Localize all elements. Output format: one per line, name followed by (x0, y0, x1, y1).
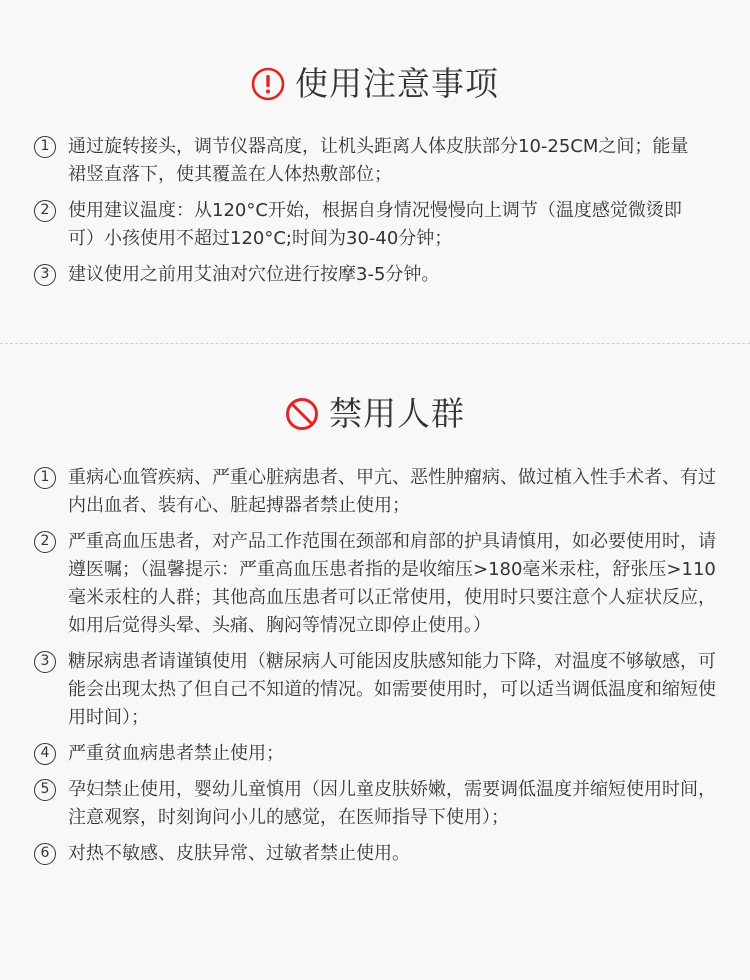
item-text: 严重高血压患者，对产品工作范围在颈部和肩部的护具请慎用，如必要使用时，请遵医嘱；（温馨提示：严重高血压患者指的是收缩压>180毫米汞柱，舒张压>110毫米汞柱的人群；其他高血压患者可以正常使用，使用时只要注意个人症状反应，如用后觉得头晕、头痛、胸闷等情况立即停止使用。） (68, 531, 716, 636)
list-item (34, 776, 724, 832)
usage-notes-header (0, 60, 750, 108)
item-text: 通过旋转接头，调节仪器高度，让机头距离人体皮肤部分10-25CM之间；能量裙竖直落下，使其覆盖在人体热敷部位； (68, 136, 689, 185)
section-divider (0, 343, 750, 344)
item-text: 对热不敏感、皮肤异常、过敏者禁止使用。 (68, 843, 410, 864)
forbidden-groups-list (34, 464, 724, 876)
exclamation-circle-icon (251, 67, 285, 101)
list-item (34, 648, 724, 732)
item-number: 2 (34, 531, 56, 553)
item-text: 糖尿病患者请谨镇使用（糖尿病人可能因皮肤感知能力下降，对温度不够敏感，可能会出现太热了但自己不知道的情况。如需要使用时，可以适当调低温度和缩短使用时间）； (68, 651, 716, 728)
item-text: 重病心血管疾病、严重心脏病患者、甲亢、恶性肿瘤病、做过植入性手术者、有过内出血者、装有心、脏起搏器者禁止使用； (68, 467, 716, 516)
list-item (34, 464, 724, 520)
list-item (34, 528, 724, 640)
prohibited-icon (285, 397, 319, 431)
item-number: 3 (34, 651, 56, 673)
forbidden-groups-header (0, 390, 750, 438)
item-text: 使用建议温度：从120°C开始，根据自身情况慢慢向上调节（温度感觉微烫即可）小孩使用不超过120°C;时间为30-40分钟； (68, 200, 682, 249)
item-number: 1 (34, 136, 56, 158)
item-number: 6 (34, 843, 56, 865)
list-item (34, 197, 724, 253)
item-number: 5 (34, 779, 56, 801)
item-number: 4 (34, 743, 56, 765)
item-text: 建议使用之前用艾油对穴位进行按摩3-5分钟。 (68, 264, 440, 285)
item-text: 孕妇禁止使用，婴幼儿童慎用（因儿童皮肤娇嫩，需要调低温度并缩短使用时间，注意观察，时刻询问小儿的感觉，在医师指导下使用）； (68, 779, 716, 828)
usage-notes-title: 使用注意事项 (295, 64, 499, 103)
list-item (34, 740, 724, 768)
list-item (34, 261, 724, 289)
item-number: 1 (34, 467, 56, 489)
forbidden-groups-title: 禁用人群 (329, 394, 465, 433)
list-item (34, 133, 724, 189)
item-number: 2 (34, 200, 56, 222)
item-number: 3 (34, 264, 56, 286)
list-item (34, 840, 724, 868)
usage-notes-list (34, 133, 724, 297)
item-text: 严重贫血病患者禁止使用； (68, 743, 284, 764)
